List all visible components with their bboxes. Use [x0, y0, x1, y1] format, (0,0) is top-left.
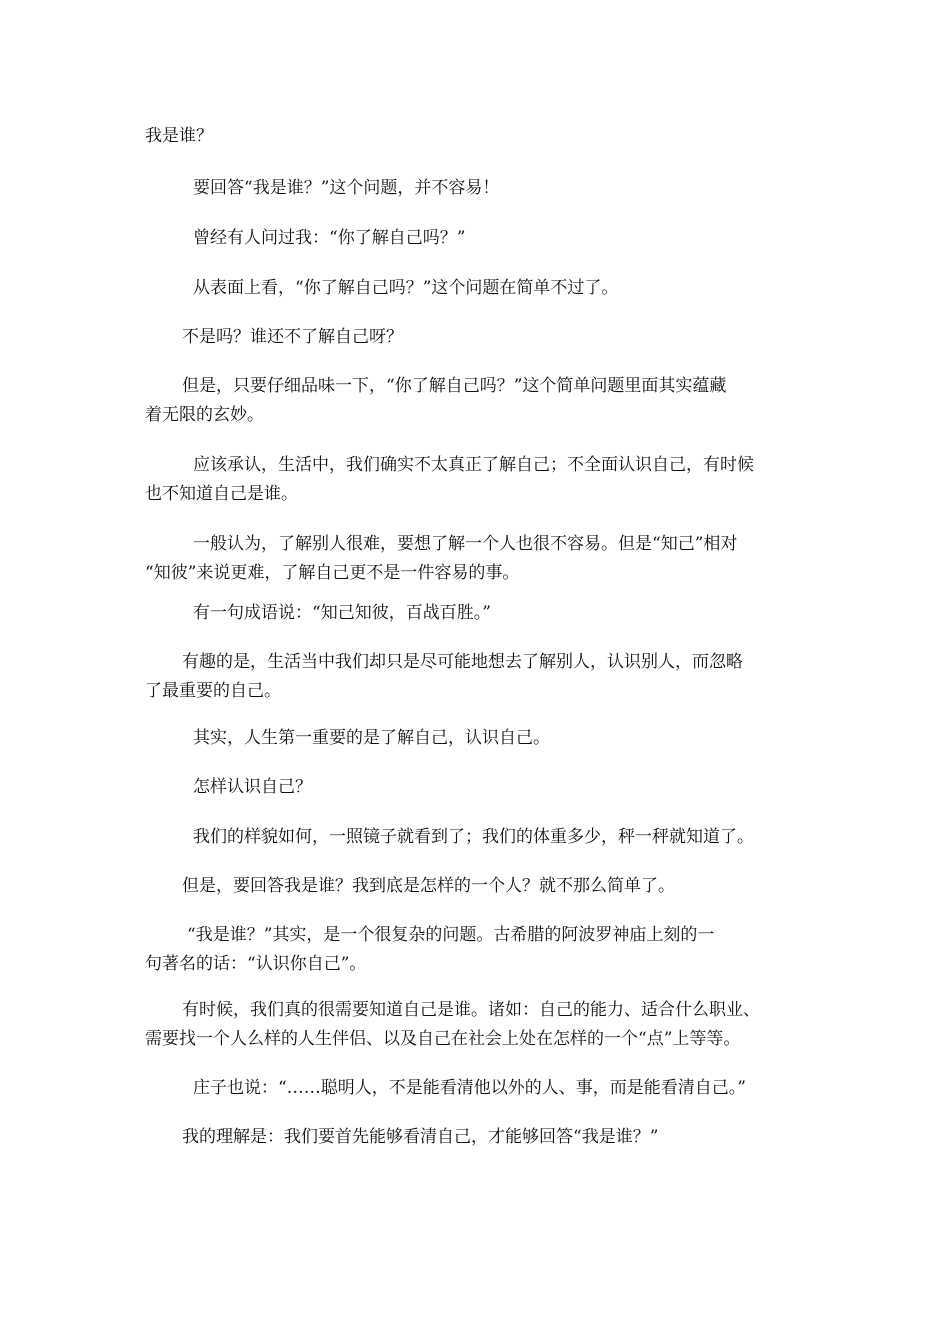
title-text: 我是谁？ [145, 126, 213, 146]
paragraph-line: 句著名的话：“认识你自己”。 [145, 954, 367, 974]
paragraph-line: 不是吗？谁还不了解自己呀？ [182, 327, 403, 347]
paragraph-line: 有时候，我们真的很需要知道自己是谁。诸如：自己的能力、适合什么职业、 [182, 1000, 760, 1020]
paragraph-line: 从表面上看，“你了解自己吗？”这个问题在简单不过了。 [193, 278, 619, 298]
paragraph-11 [145, 773, 825, 802]
paragraph-6 [145, 451, 825, 509]
paragraph-12 [145, 823, 825, 852]
paragraph-line: 但是，只要仔细品味一下，“你了解自己吗？”这个简单问题里面其实蕴藏 [182, 376, 727, 396]
paragraph-13 [145, 872, 825, 901]
paragraph-14 [145, 921, 825, 979]
paragraph-line: 怎样认识自己？ [193, 777, 312, 797]
paragraph-1 [145, 174, 825, 203]
paragraph-3 [145, 274, 825, 303]
paragraph-8 [145, 599, 825, 628]
paragraph-line: 一般认为，了解别人很难，要想了解一个人也很不容易。但是“知己”相对 [193, 534, 738, 554]
paragraph-line: 我们的样貌如何，一照镜子就看到了；我们的体重多少，秤一秤就知道了。 [193, 827, 754, 847]
paragraph-line: 需要找一个人么样的人生伴侣、以及自己在社会上处在怎样的一个“点”上等等。 [145, 1029, 741, 1049]
paragraph-line: “我是谁？”其实，是一个很复杂的问题。古希腊的阿波罗神庙上刻的一 [187, 925, 715, 945]
paragraph-15 [145, 996, 825, 1054]
paragraph-5 [145, 372, 825, 430]
document-title [145, 122, 825, 151]
paragraph-7 [145, 530, 825, 588]
paragraph-line: 我的理解是：我们要首先能够看清自己，才能够回答“我是谁？” [182, 1127, 659, 1147]
paragraph-10 [145, 724, 825, 753]
paragraph-line: 庄子也说：“……聪明人，不是能看清他以外的人、事，而是能看清自己。” [193, 1078, 746, 1098]
paragraph-line: 但是，要回答我是谁？我到底是怎样的一个人？就不那么简单了。 [182, 876, 675, 896]
paragraph-line: 要回答“我是谁？”这个问题，并不容易！ [193, 178, 500, 198]
paragraph-16 [145, 1074, 825, 1103]
paragraph-line: 其实，人生第一重要的是了解自己，认识自己。 [193, 728, 550, 748]
paragraph-line: 有一句成语说：“知己知彼，百战百胜。” [193, 603, 491, 623]
paragraph-9 [145, 648, 825, 706]
paragraph-line: 也不知道自己是谁。 [145, 484, 298, 504]
paragraph-line: 了最重要的自己。 [145, 681, 281, 701]
paragraph-17 [145, 1123, 825, 1152]
paragraph-4 [145, 323, 825, 352]
paragraph-2 [145, 224, 825, 253]
paragraph-line: 着无限的玄妙。 [145, 405, 264, 425]
paragraph-line: 应该承认，生活中，我们确实不太真正了解自己；不全面认识自己，有时候 [193, 455, 754, 475]
paragraph-line: “知彼”来说更难，了解自己更不是一件容易的事。 [145, 563, 520, 583]
paragraph-line: 曾经有人问过我：“你了解自己吗？” [193, 228, 466, 248]
paragraph-line: 有趣的是，生活当中我们却只是尽可能地想去了解别人，认识别人，而忽略 [182, 652, 743, 672]
